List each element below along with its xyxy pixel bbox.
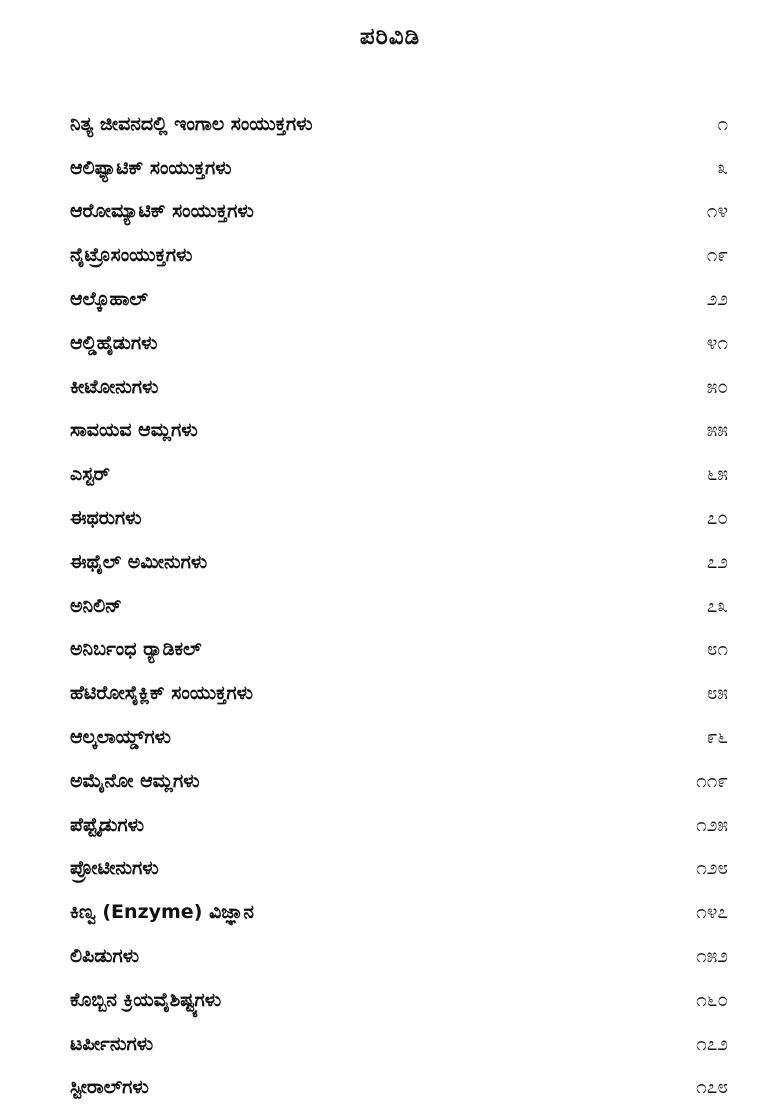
toc-entry-title: ಕೊಬ್ಬಿನ ಕ್ರಿಯವೈಶಿಷ್ಟ್ಯಗಳು bbox=[70, 988, 222, 1011]
toc-entry-title: ಪೆಪ್ಟೈಡುಗಳು bbox=[70, 813, 145, 836]
toc-entry bbox=[70, 584, 728, 628]
toc-entry-page-number: ೧೨೮ bbox=[696, 857, 728, 880]
toc-entry-title: ಕಿಣ್ವ (Enzyme) ವಿಜ್ಞಾನ bbox=[70, 901, 254, 924]
toc-entry-title: ಸಾವಯವ ಆಮ್ಲಗಳು bbox=[70, 419, 198, 442]
toc-entry bbox=[70, 671, 728, 715]
toc-entry-title: ಆಲ್ಕಲಾಯ್ಡ್‌ಗಳು bbox=[70, 726, 171, 749]
toc-entry-page-number: ೪೧ bbox=[706, 331, 728, 354]
toc-entry-page-number: ೯೬ bbox=[706, 726, 728, 749]
toc-entry-page-number: ೬೫ bbox=[706, 463, 728, 486]
toc-entry bbox=[70, 277, 728, 321]
toc-entry bbox=[70, 365, 728, 409]
toc-entry-page-number: ೭೦ bbox=[706, 507, 728, 530]
toc-entry bbox=[70, 1022, 728, 1066]
page-title: ಪರಿವಿಡಿ bbox=[359, 24, 421, 50]
toc-entry bbox=[70, 146, 728, 190]
toc-entry-page-number: ೧ bbox=[717, 112, 728, 135]
toc-entry bbox=[70, 1066, 728, 1109]
toc-entry-page-number: ೩ bbox=[717, 156, 728, 179]
toc-entry-title: ಹೆಟಿರೋಸೈಕ್ಲಿಕ್ ಸಂಯುಕ್ತಗಳು bbox=[70, 682, 253, 705]
toc-entry-page-number: ೧೭೮ bbox=[696, 1076, 728, 1099]
toc-entry-page-number: ೧೯ bbox=[706, 244, 728, 267]
toc-entry-title: ಕೀಟೋನುಗಳು bbox=[70, 375, 159, 398]
toc-entry-page-number: ೧೭೨ bbox=[696, 1032, 728, 1055]
toc-entry-title: ಅನಿರ್ಬಂಧ ರ್‍ಯಾಡಿಕಲ್ bbox=[70, 638, 202, 661]
toc-entry-page-number: ೧೧೯ bbox=[696, 769, 728, 792]
toc-entry bbox=[70, 102, 728, 146]
toc-entry bbox=[70, 759, 728, 803]
toc-entry-title: ಆಲ್ಡಿಹೈಡುಗಳು bbox=[70, 331, 158, 354]
toc-entry-title: ಆರೋಮ್ಯಾಟಿಕ್ ಸಂಯುಕ್ತಗಳು bbox=[70, 200, 254, 223]
toc-entry-title: ಪ್ರೋಟೀನುಗಳು bbox=[70, 857, 159, 880]
toc-entry bbox=[70, 452, 728, 496]
toc-entry-page-number: ೭೩ bbox=[706, 594, 728, 617]
toc-entry bbox=[70, 540, 728, 584]
toc-entry bbox=[70, 321, 728, 365]
toc-entry-page-number: ೫೦ bbox=[706, 375, 728, 398]
toc-entry bbox=[70, 628, 728, 672]
table-of-contents bbox=[70, 102, 728, 1109]
toc-entry bbox=[70, 847, 728, 891]
toc-entry-page-number: ೭೨ bbox=[706, 550, 728, 573]
toc-entry-page-number: ೧೫೨ bbox=[696, 945, 728, 968]
toc-entry-page-number: ೧೬೦ bbox=[696, 988, 728, 1011]
toc-entry-title: ಅನಿಲಿನ್ bbox=[70, 594, 122, 617]
toc-entry bbox=[70, 496, 728, 540]
toc-entry-title: ನೈಟ್ರೊಸಂಯುಕ್ತಗಳು bbox=[70, 244, 193, 267]
toc-entry-title: ಈಥರುಗಳು bbox=[70, 507, 142, 530]
toc-entry-title: ಈಥೈಲ್ ಅಮೀನುಗಳು bbox=[70, 550, 208, 573]
toc-entry-page-number: ೮೧ bbox=[706, 638, 728, 661]
toc-entry bbox=[70, 409, 728, 453]
toc-entry bbox=[70, 190, 728, 234]
toc-entry-page-number: ೧೨೫ bbox=[696, 813, 728, 836]
toc-entry-page-number: ೮೫ bbox=[706, 682, 728, 705]
toc-entry bbox=[70, 978, 728, 1022]
toc-entry bbox=[70, 803, 728, 847]
toc-entry bbox=[70, 715, 728, 759]
toc-entry-page-number: ೧೪೭ bbox=[696, 901, 728, 924]
toc-entry-title: ಟರ್ಪೀನುಗಳು bbox=[70, 1032, 154, 1055]
toc-entry bbox=[70, 934, 728, 978]
toc-entry-title: ಆಲ್ಕೊಹಾಲ್ bbox=[70, 288, 148, 311]
toc-entry bbox=[70, 890, 728, 934]
toc-entry-title: ಆಲಿಫ್ಯಾಟಿಕ್ ಸಂಯುಕ್ತಗಳು bbox=[70, 156, 232, 179]
toc-entry-page-number: ೧೪ bbox=[706, 200, 728, 223]
toc-entry-title: ಲಿಪಿಡುಗಳು bbox=[70, 945, 140, 968]
toc-entry-title: ಸ್ಟೀರಾಲ್‌ಗಳು bbox=[70, 1076, 149, 1099]
toc-entry bbox=[70, 233, 728, 277]
toc-entry-page-number: ೨೨ bbox=[706, 288, 728, 311]
toc-entry-title: ನಿತ್ಯ ಜೀವನದಲ್ಲಿ ಇಂಗಾಲ ಸಂಯುಕ್ತಗಳು bbox=[70, 112, 313, 135]
toc-entry-title: ಅಮೈನೋ ಆಮ್ಲಗಳು bbox=[70, 769, 200, 792]
toc-entry-title: ಎಸ್ಟರ್ bbox=[70, 463, 110, 486]
toc-entry-page-number: ೫೫ bbox=[706, 419, 728, 442]
